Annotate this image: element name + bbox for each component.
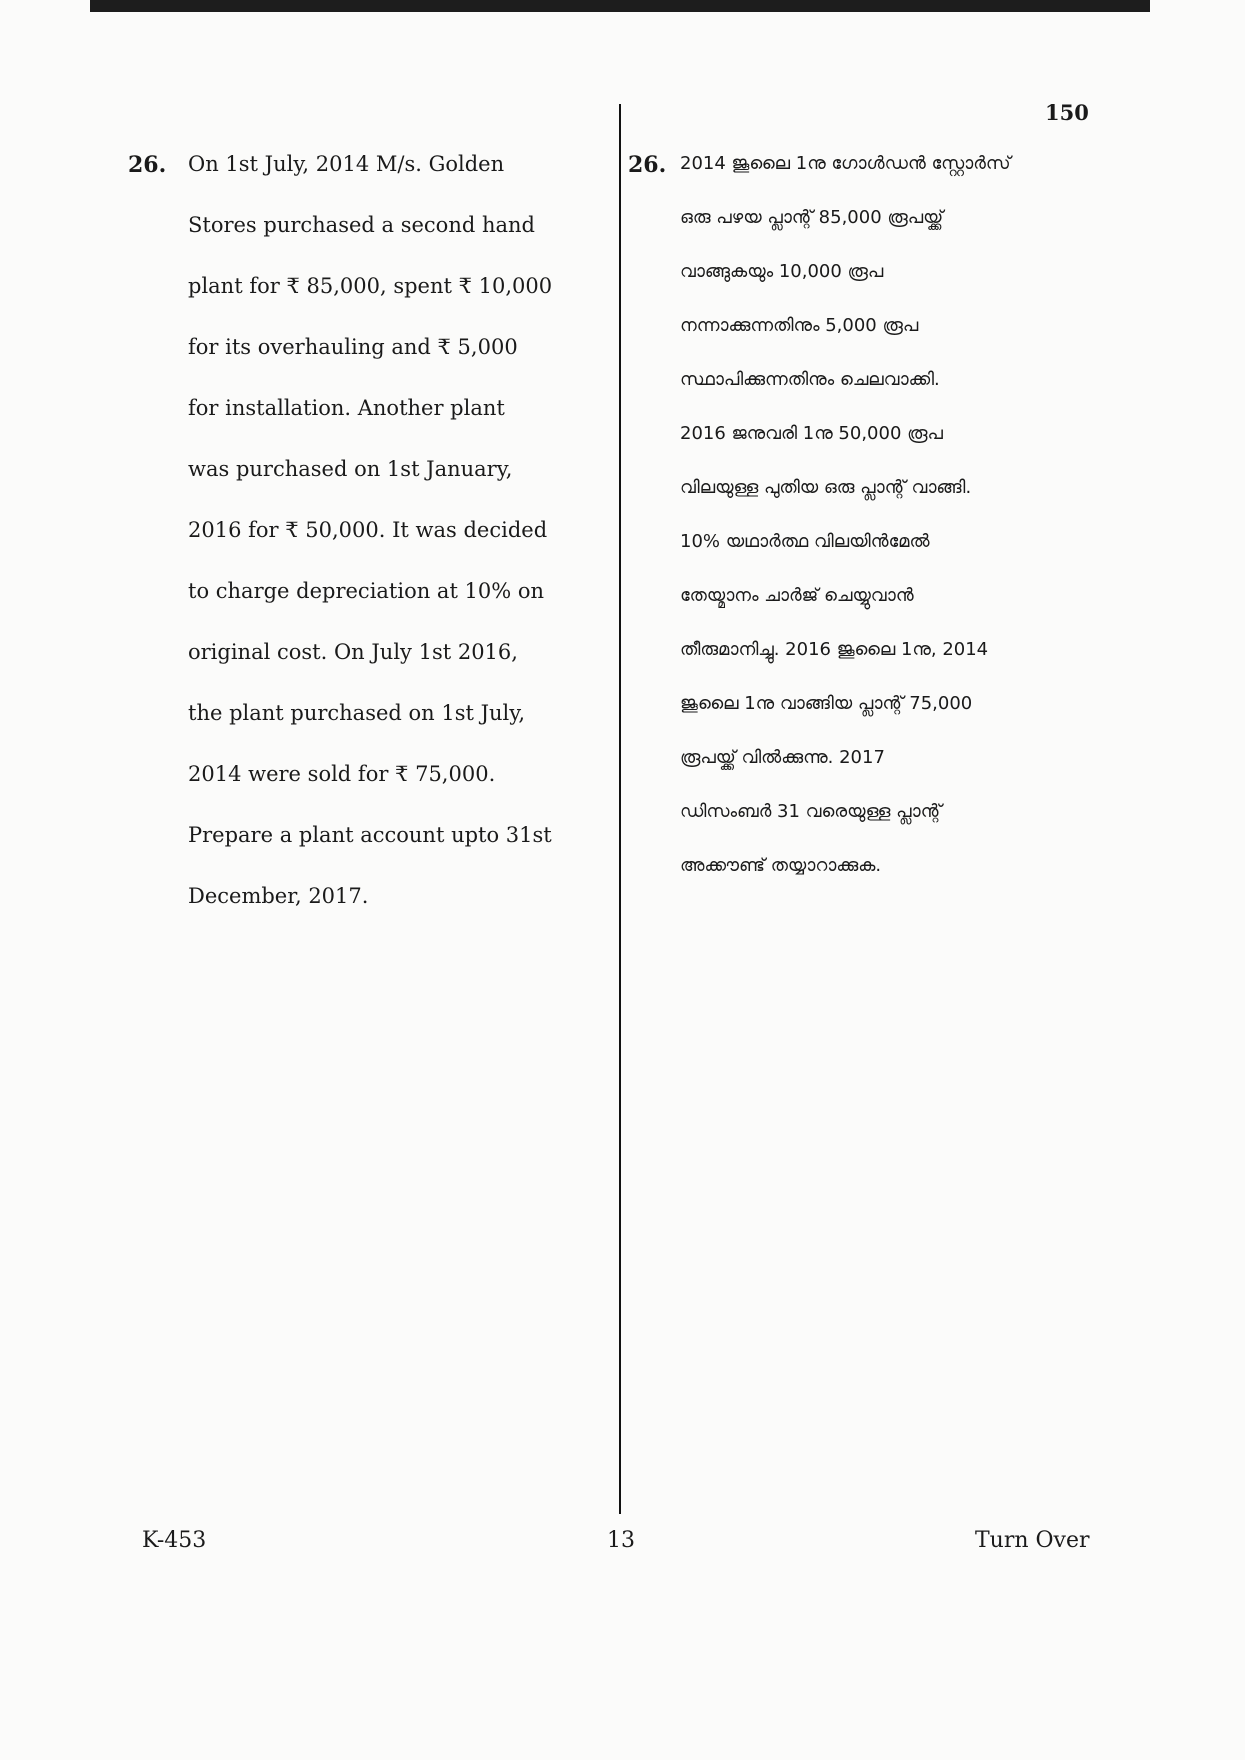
turn-over-label: Turn Over (975, 1528, 1090, 1553)
question-line: വിലയുള്ള പുതിയ ഒരു പ്ലാന്റ് വാങ്ങി. (680, 477, 972, 498)
question-line: ഒരു പഴയ പ്ലാന്റ് 85,000 രൂപയ്ക്ക് (680, 207, 944, 228)
question-line: 10% യഥാർത്ഥ വിലയിൻമേൽ (680, 531, 930, 552)
question-line: Prepare a plant account upto 31st (188, 823, 552, 847)
paper-code: K-453 (142, 1528, 207, 1553)
question-line: 2016 for ₹ 50,000. It was decided (188, 518, 548, 542)
question-line: നന്നാക്കുന്നതിനും 5,000 രൂപ (680, 315, 919, 336)
question-line: to charge depreciation at 10% on (188, 579, 545, 603)
question-line: original cost. On July 1st 2016, (188, 640, 518, 664)
question-number: 26. (128, 152, 167, 178)
question-text (188, 152, 568, 945)
question-line: December, 2017. (188, 884, 369, 908)
question-line: 2014 were sold for ₹ 75,000. (188, 762, 496, 786)
page-number: 150 (1045, 100, 1089, 125)
question-line: 2014 ജൂലൈ 1നു ഗോൾഡൻ സ്റ്റോർസ് (680, 153, 1011, 174)
question-line: plant for ₹ 85,000, spent ₹ 10,000 (188, 274, 553, 298)
question-line: രൂപയ്ക്ക് വിൽക്കുന്നു. 2017 (680, 747, 885, 768)
question-line: for its overhauling and ₹ 5,000 (188, 335, 518, 359)
question-line: 2016 ജനുവരി 1നു 50,000 രൂപ (680, 423, 943, 444)
question-number: 26. (628, 152, 667, 178)
question-line: On 1st July, 2014 M/s. Golden (188, 152, 505, 176)
question-line: the plant purchased on 1st July, (188, 701, 526, 725)
page-top-edge (90, 0, 1150, 12)
question-line: Stores purchased a second hand (188, 213, 535, 237)
column-divider (619, 104, 621, 1514)
question-line: തേയ്മാനം ചാർജ് ചെയ്യുവാൻ (680, 585, 914, 606)
question-line: for installation. Another plant (188, 396, 505, 420)
question-text (680, 152, 1040, 908)
question-line: ജൂലൈ 1നു വാങ്ങിയ പ്ലാന്റ് 75,000 (680, 693, 973, 714)
question-line: സ്ഥാപിക്കുന്നതിനും ചെലവാക്കി. (680, 369, 940, 390)
question-line: was purchased on 1st January, (188, 457, 513, 481)
question-line: ഡിസംബർ 31 വരെയുള്ള പ്ലാന്റ് (680, 801, 942, 822)
question-line: അക്കൗണ്ട് തയ്യാറാക്കുക. (680, 855, 882, 876)
question-line: വാങ്ങുകയും 10,000 രൂപ (680, 261, 884, 282)
question-line: തീരുമാനിച്ചു. 2016 ജൂലൈ 1നു, 2014 (680, 639, 989, 660)
page-footer-number: 13 (607, 1528, 635, 1553)
